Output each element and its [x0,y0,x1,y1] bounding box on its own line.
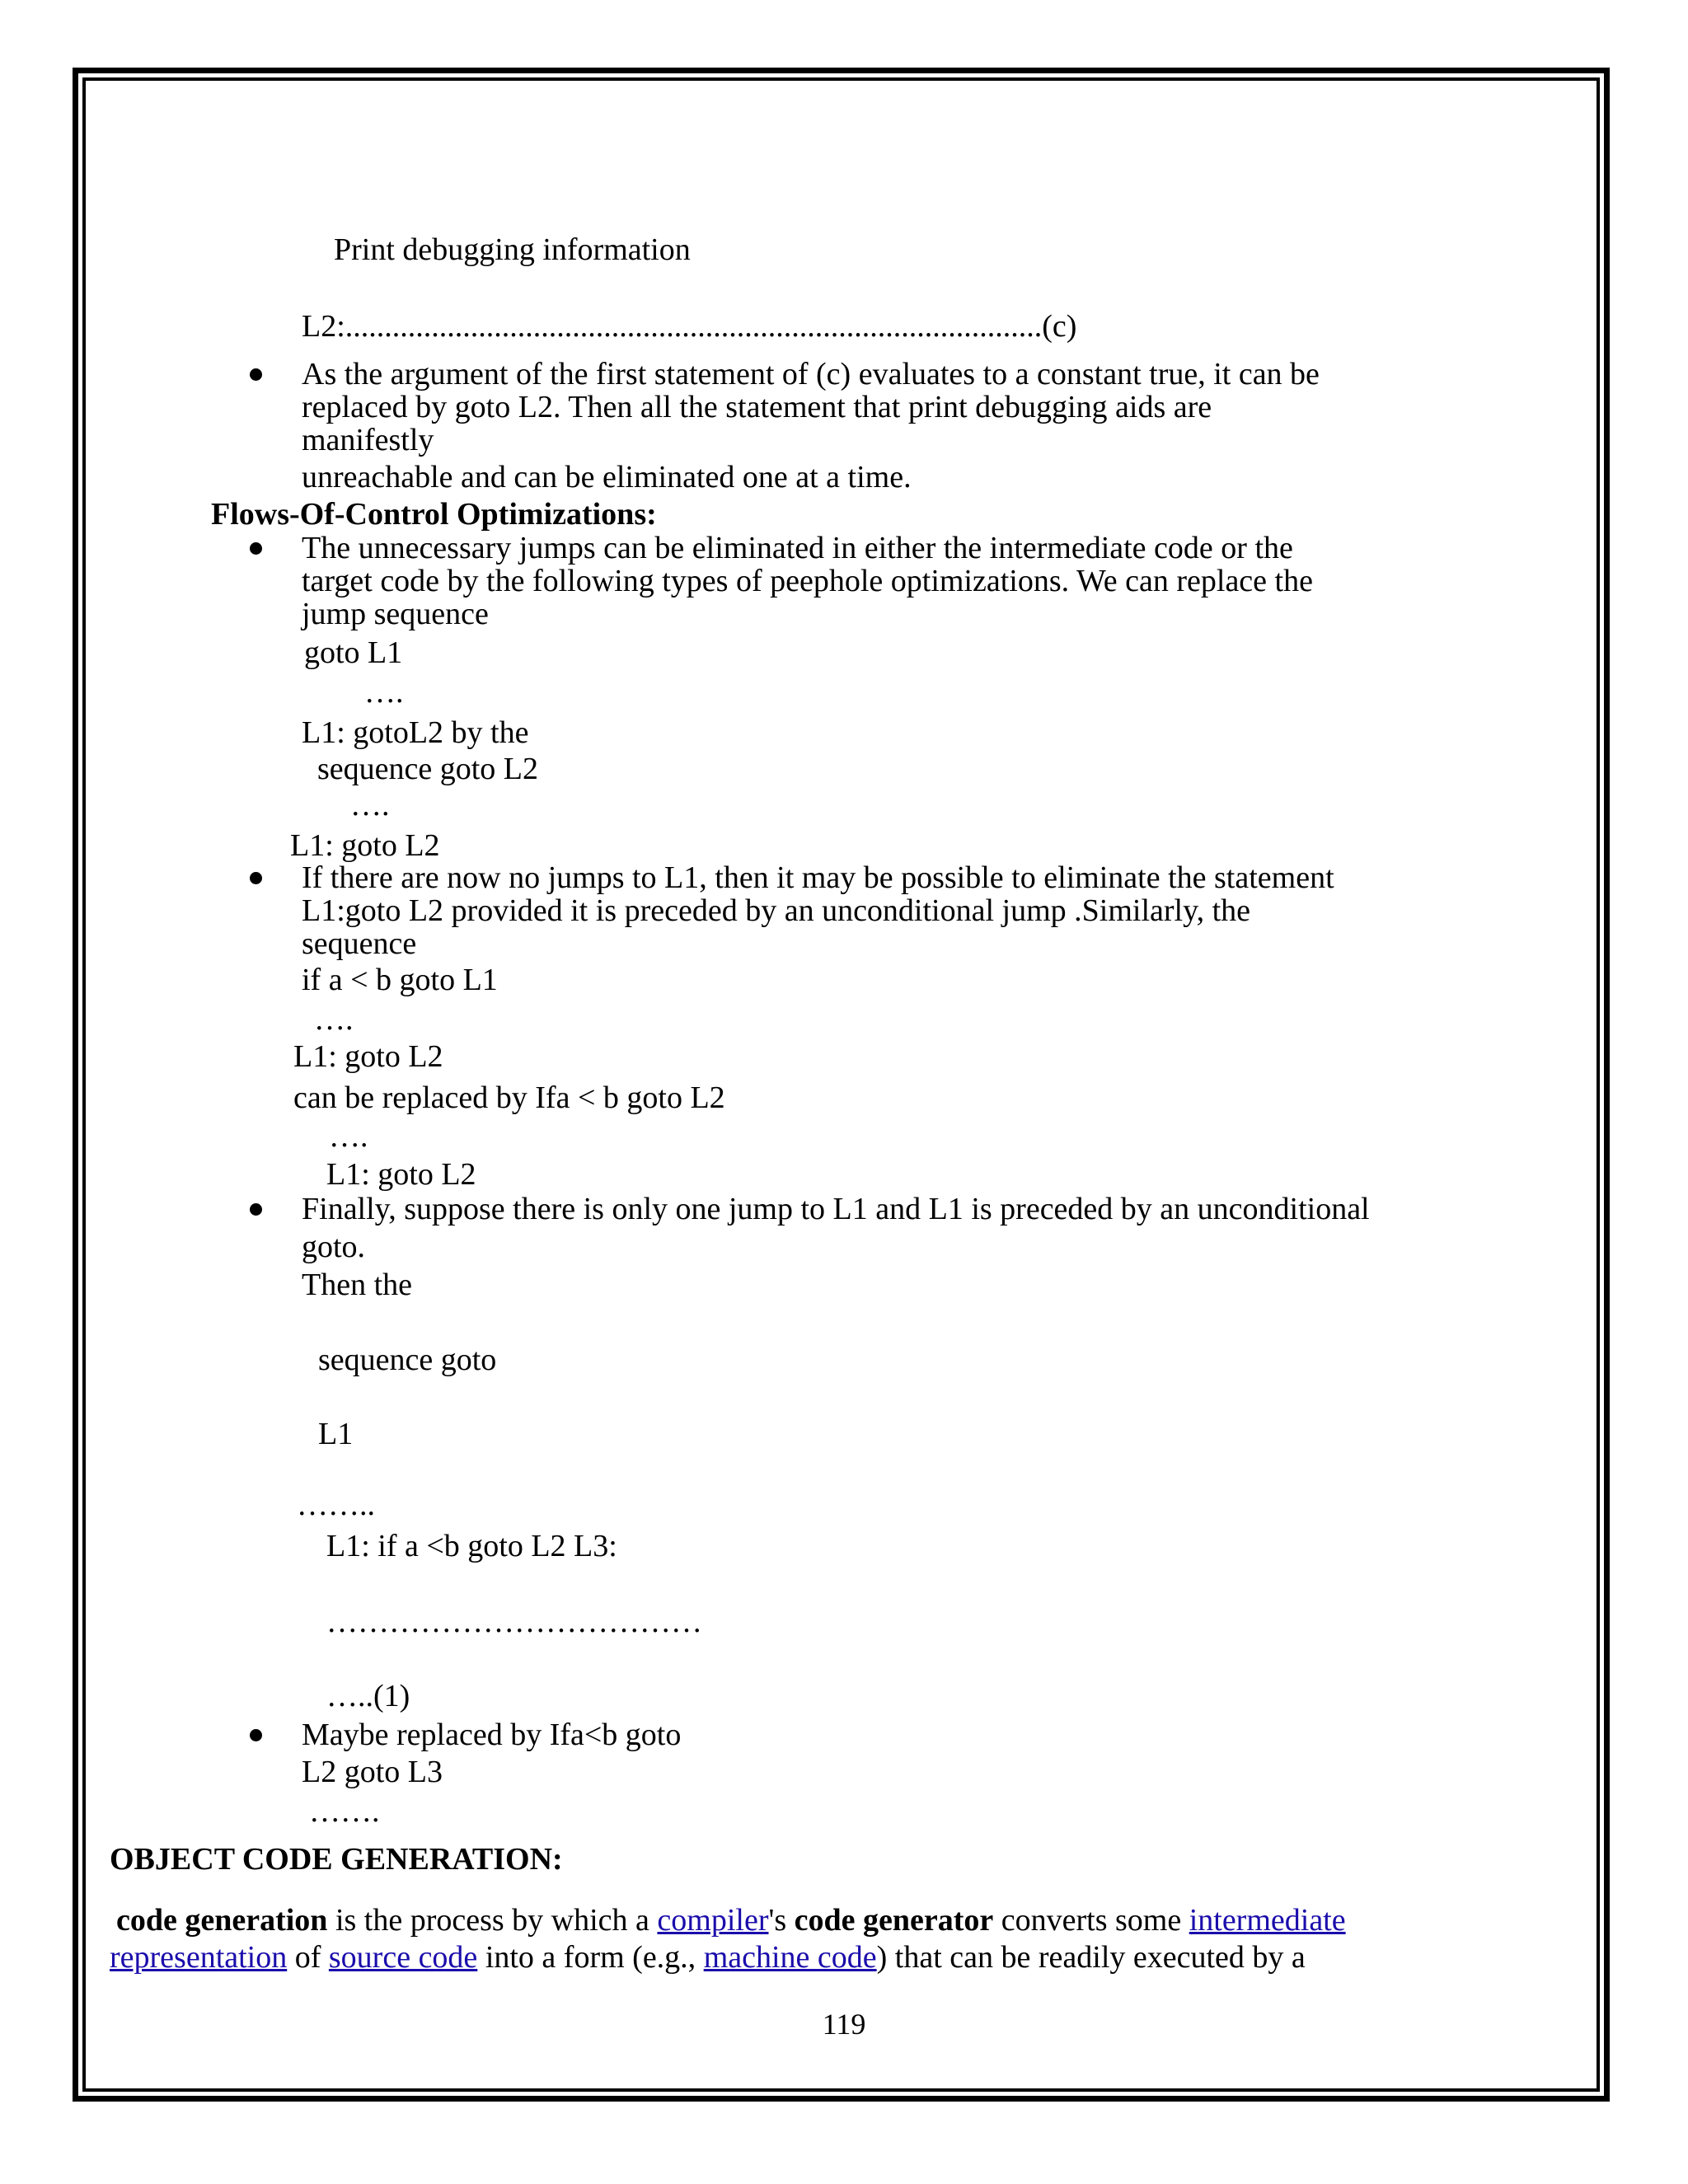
text-line: If there are now no jumps to L1, then it may be possible to eliminate the statement [302,860,1334,895]
link-compiler[interactable]: compiler [657,1903,769,1938]
code-line: …….. [297,1488,375,1522]
code-line: sequence goto L2 [317,752,539,786]
paragraph-line-1 [116,1904,1346,1937]
code-line: L1: goto L2 [293,1039,443,1074]
code-line: L1: gotoL2 by the [302,715,529,750]
link-intermediate[interactable]: intermediate [1189,1903,1346,1938]
text-line: goto. [302,1230,366,1264]
code-line: L1 [318,1417,354,1451]
code-line: sequence goto [318,1343,497,1377]
text-line: As the argument of the first statement of (c) evaluates to a constant true, it can be [302,357,1320,391]
paragraph-text: of [287,1940,329,1975]
link-machine-code[interactable]: machine code [703,1940,877,1975]
code-line: can be replaced by Ifa < b goto L2 [293,1080,725,1115]
bullet-icon [250,872,262,884]
code-line: …. [364,675,404,710]
code-line: ……. [309,1794,380,1829]
code-line: L1: goto L2 [326,1157,476,1192]
link-representation[interactable]: representation [110,1940,288,1975]
code-line: ……………………………… [326,1605,702,1639]
code-line: …..(1) [326,1679,410,1713]
text-line: Maybe replaced by Ifa<b goto [302,1718,682,1752]
section-heading: OBJECT CODE GENERATION: [110,1842,563,1877]
section-heading: Flows-Of-Control Optimizations: [211,497,657,532]
text-line: Then the [302,1268,413,1302]
text-line: unreachable and can be eliminated one at a time. [302,460,912,494]
text-line: Print debugging information [334,232,691,267]
text-line: Finally, suppose there is only one jump to L1 and L1 is preceded by an unconditional [302,1192,1370,1226]
bullet-icon [250,1729,262,1741]
code-line: …. [329,1119,368,1154]
code-line: L1: if a <b goto L2 L3: [326,1529,617,1563]
text-line: replaced by goto L2. Then all the statement that print debugging aids are [302,390,1212,424]
code-line: L1: goto L2 [290,828,440,863]
page-number: 119 [822,2008,866,2041]
bullet-icon [250,542,262,555]
paragraph-line-2 [110,1941,1306,1974]
text-line: L1:goto L2 provided it is preceded by an unconditional jump .Similarly, the [302,893,1251,928]
bold-term: code generation [116,1903,328,1938]
text-line: L2 goto L3 [302,1755,443,1789]
paragraph-text: is the process by which a [327,1903,658,1938]
code-line: …. [350,788,390,823]
text-line: L2:.........................................................................................(c) [302,309,1077,344]
bullet-icon [250,1203,262,1216]
bullet-icon [250,368,262,381]
link-source-code[interactable]: source code [328,1940,478,1975]
text-line: target code by the following types of peephole optimizations. We can replace the [302,564,1313,598]
paragraph-text: ) that can be readily executed by a [876,1940,1306,1975]
bold-term: code generator [794,1903,994,1938]
code-line: goto L1 [304,635,403,670]
text-line: The unnecessary jumps can be eliminated in either the intermediate code or the [302,531,1293,565]
code-line: if a < b goto L1 [302,963,498,997]
paragraph-text: into a form (e.g., [477,1940,704,1975]
text-line: manifestly [302,423,434,457]
paragraph-text: 's [768,1903,795,1938]
text-line: sequence [302,926,417,961]
text-line: jump sequence [302,597,489,631]
code-line: …. [314,1002,354,1037]
paragraph-text: converts some [993,1903,1189,1938]
